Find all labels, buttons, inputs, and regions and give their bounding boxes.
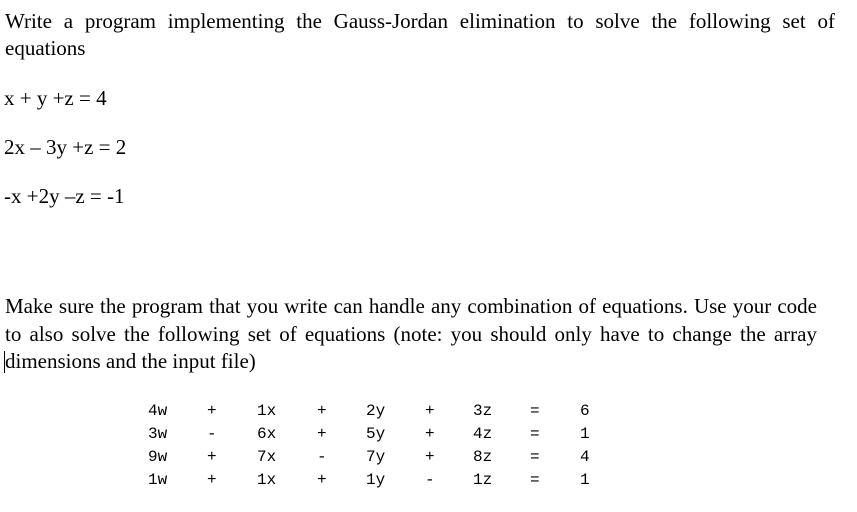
w-term: 3w (148, 425, 168, 443)
y-term: 7y (366, 448, 386, 466)
z-term: 3z (473, 402, 493, 420)
x-term: 6x (257, 425, 277, 443)
x-term: 1x (257, 471, 277, 489)
w-term: 9w (148, 448, 168, 466)
x-term: 1x (257, 402, 277, 420)
w-term: 1w (148, 471, 168, 489)
equation-1: x + y +z = 4 (4, 86, 107, 110)
z-term: 1z (473, 471, 493, 489)
operator: + (317, 471, 327, 489)
z-term: 4z (473, 425, 493, 443)
operator: + (425, 425, 435, 443)
equals-sign: = (530, 471, 540, 489)
operator: - (317, 448, 327, 466)
y-term: 2y (366, 402, 386, 420)
equation-2: 2x – 3y +z = 2 (4, 135, 127, 159)
intro-paragraph: Write a program implementing the Gauss-Jordan elimination to solve the following set of equations (5, 9, 835, 60)
operator: - (425, 471, 435, 489)
operator: + (317, 425, 327, 443)
operator: - (207, 425, 217, 443)
operator: + (207, 471, 217, 489)
instructions-paragraph: Make sure the program that you write can handle any combination of equations. Use your code to also solve the following set of equations (note: you should only have to change the array dimensions and the input file) (5, 294, 817, 373)
rhs-value: 1 (580, 425, 590, 443)
y-term: 1y (366, 471, 386, 489)
rhs-value: 1 (580, 471, 590, 489)
system-row (0, 423, 857, 446)
rhs-value: 4 (580, 448, 590, 466)
equation-3: -x +2y –z = -1 (4, 184, 125, 208)
system-row (0, 446, 857, 469)
y-term: 5y (366, 425, 386, 443)
equation-system-2 (0, 400, 857, 500)
equals-sign: = (530, 448, 540, 466)
operator: + (425, 448, 435, 466)
operator: + (317, 402, 327, 420)
equals-sign: = (530, 402, 540, 420)
text-cursor (4, 351, 5, 373)
rhs-value: 6 (580, 402, 590, 420)
operator: + (207, 402, 217, 420)
equals-sign: = (530, 425, 540, 443)
system-row (0, 400, 857, 423)
x-term: 7x (257, 448, 277, 466)
operator: + (207, 448, 217, 466)
z-term: 8z (473, 448, 493, 466)
system-row (0, 469, 857, 492)
w-term: 4w (148, 402, 168, 420)
operator: + (425, 402, 435, 420)
